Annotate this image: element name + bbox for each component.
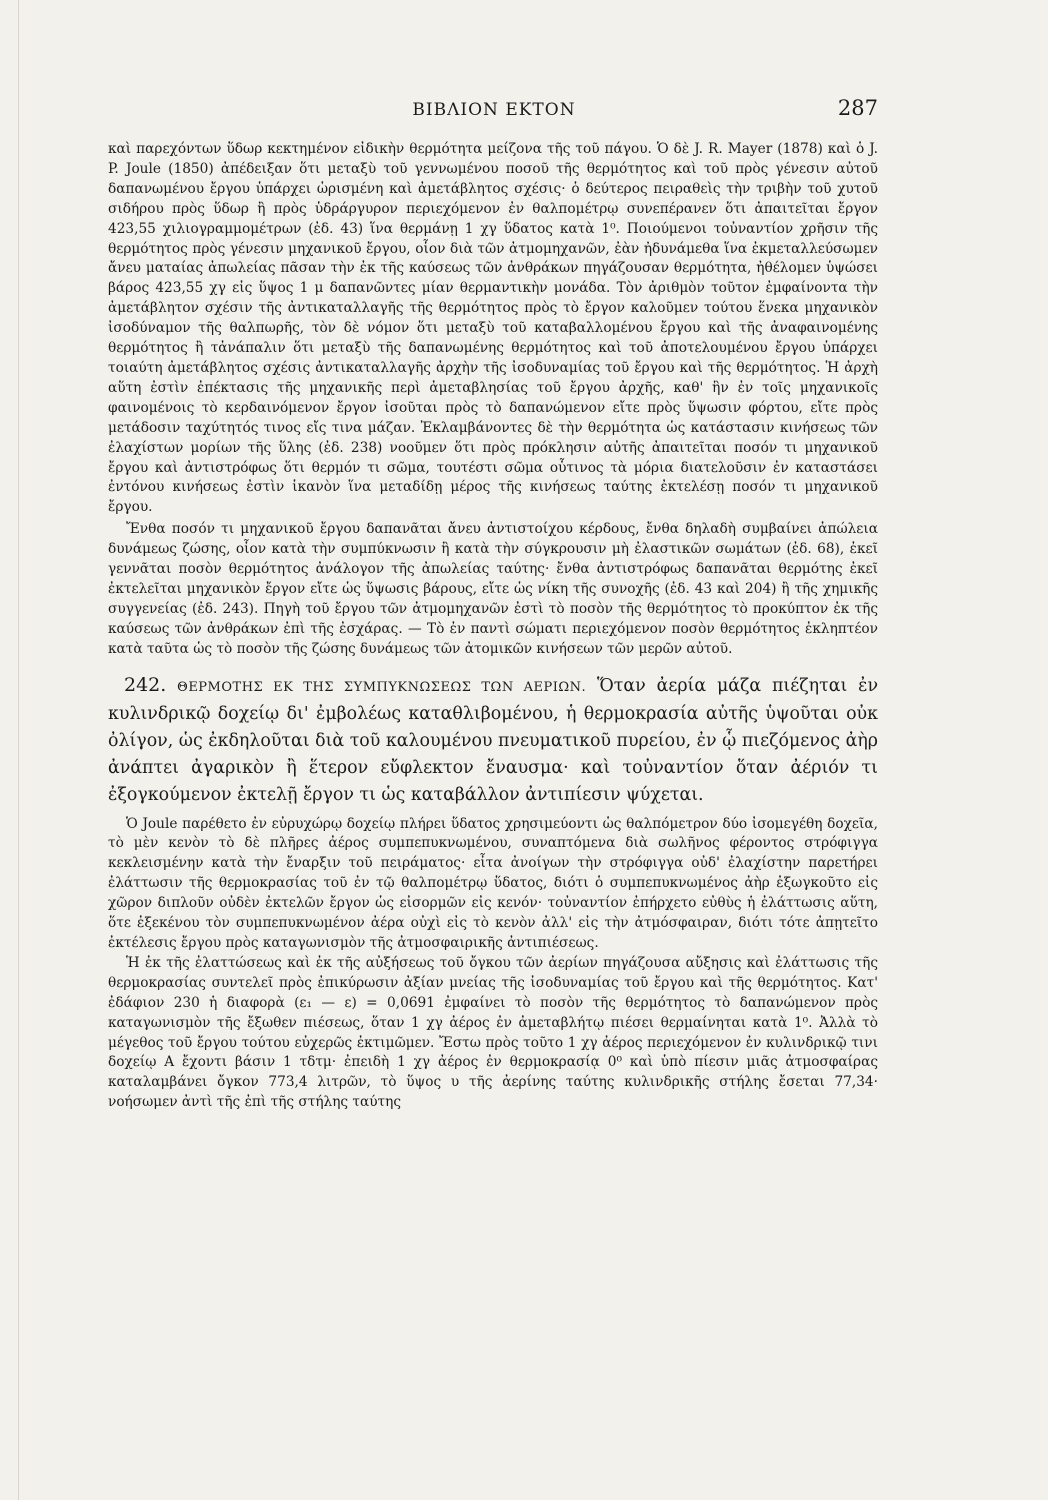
body-text (108, 140, 878, 1113)
page-header (110, 96, 878, 126)
paragraph-1: καὶ παρεχόντων ὕδωρ κεκτημένον εἰδικὴν θερμότητα μείζονα τῆς τοῦ πάγου. Ὁ δὲ J. R. Mayer (1878) καὶ ὁ J. P. Joule (1850) ἀπέδειξαν ὅτι μεταξὺ τοῦ γεννωμένου ποσοῦ τῆς θερμότητος καὶ τοῦ πρὸς γένεσιν αὐτοῦ δαπανωμένου ἔργου ὑπάρχει ὡρισμένη καὶ ἀμετάβλητος σχέσις· ὁ δεύτερος πειραθεὶς τὴν τριβὴν τοῦ χυτοῦ σιδήρου πρὸς ὕδωρ ἢ πρὸς ὑδράργυρον περιεχόμενον ἐν θαλπομέτρῳ συνεπέρανεν ὅτι ἀπαιτεῖται ἔργον 423,55 χιλιογραμμομέτρων (ἐδ. 43) ἵνα θερμάνῃ 1 χγ ὕδατος κατὰ 1⁰. Ποιούμενοι τοὐναντίον χρῆσιν τῆς θερμότητος πρὸς γένεσιν μηχανικοῦ ἔργου, οἷον διὰ τῶν ἀτμομηχανῶν, ἐὰν ἠδυνάμεθα ἵνα ἐκμεταλλεύσωμεν ἄνευ ματαίας ἀπωλείας πᾶσαν τὴν ἐκ τῆς καύσεως τῶν ἀνθράκων πηγάζουσαν θερμότητα, ἠθέλομεν ὑψώσει βάρος 423,55 χγ εἰς ὕψος 1 μ δαπανῶντες μίαν θερμαντικὴν μονάδα. Τὸν ἀριθμὸν τοῦτον ἐμφαίνοντα τὴν ἀμετάβλητον σχέσιν τῆς ἀντικαταλλαγῆς τῆς θερμότητος πρὸς τὸ ἔργον καλοῦμεν τούτου ἕνεκα μηχανικὸν ἰσοδύναμον τῆς θαλπωρῆς, τὸν δὲ νόμον ὅτι μεταξὺ τοῦ καταβαλλομένου ἔργου καὶ τῆς ἀναφαινομένης θερμότητος ἢ τἀνάπαλιν ὅτι μεταξὺ τῆς δαπανωμένης θερμότητος καὶ τοῦ ἀποτελουμένου ἔργου ὑπάρχει τοιαύτη ἀμετάβλητος σχέσις ἀντικαταλλαγῆς ἀρχὴν τῆς ἰσοδυναμίας τοῦ ἔργου καὶ τῆς θερμότητος. Ἡ ἀρχὴ αὕτη ἐστὶν ἐπέκτασις τῆς μηχανικῆς περὶ ἀμεταβλησίας τοῦ ἔργου ἀρχῆς, καθ' ἣν ἐν τοῖς μηχανικοῖς φαινομένοις τὸ κερδαινόμενον ἔργον ἰσοῦται πρὸς τὸ δαπανώμενον εἴτε πρὸς ὕψωσιν φόρτου, εἴτε πρὸς μετάδοσιν ταχύτητός τινος εἴς τινα μάζαν. Ἐκλαμβάνοντες δὲ τὴν θερμότητα ὡς κατάστασιν κινήσεως τῶν ἐλαχίστων μορίων τῆς ὕλης (ἐδ. 238) νοοῦμεν ὅτι πρὸς πρόκλησιν αὐτῆς ἀπαιτεῖται ποσόν τι μηχανικοῦ ἔργου καὶ ἀντιστρόφως ὅτι θερμόν τι σῶμα, τουτέστι σῶμα οὗτινος τὰ μόρια διατελοῦσιν ἐν καταστάσει ἐντόνου κινήσεως ἐστὶν ἱκανὸν ἵνα μεταδίδῃ μέρος τῆς κινήσεως ταύτης ἐκτελέσῃ ποσόν τι μηχανικοῦ ἔργου. (108, 141, 878, 516)
paragraph-4: Ἡ ἐκ τῆς ἐλαττώσεως καὶ ἐκ τῆς αὐξήσεως τοῦ ὄγκου τῶν ἀερίων πηγάζουσα αὔξησις καὶ ἐλάττωσις τῆς θερμοκρασίας συντελεῖ πρὸς ἐπικύρωσιν ἀξίαν μνείας τῆς ἰσοδυναμίας τοῦ ἔργου καὶ τῆς θερμότητος. Κατ' ἐδάφιον 230 ἡ διαφορὰ (ε₁ — ε) = 0,0691 ἐμφαίνει τὸ ποσὸν τῆς θερμότητος τὸ δαπανώμενον πρὸς καταγωνισμὸν τῆς ἔξωθεν πιέσεως, ὅταν 1 χγ ἀέρος ἐν ἀμεταβλήτῳ πιέσει θερμαίνηται κατὰ 1⁰. Ἀλλὰ τὸ μέγεθος τοῦ ἔργου τούτου εὐχερῶς ἐκτιμῶμεν. Ἔστω πρὸς τοῦτο 1 χγ ἀέρος περιεχόμενον ἐν κυλινδρικῷ τινι δοχείῳ Α ἔχοντι βάσιν 1 τδτμ· ἐπειδὴ 1 χγ ἀέρος ἐν θερμοκρασίᾳ 0⁰ καὶ ὑπὸ πίεσιν μιᾶς ἀτμοσφαίρας καταλαμβάνει ὄγκον 773,4 λιτρῶν, τὸ ὕψος υ τῆς ἀερίνης ταύτης κυλινδρικῆς στήλης ἔσεται 77,34· νοήσωμεν ἀντὶ τῆς ἐπὶ τῆς στήλης ταύτης (108, 954, 878, 1111)
paragraph-3: Ὁ Joule παρέθετο ἐν εὐρυχώρῳ δοχείῳ πλήρει ὕδατος χρησιμεύοντι ὡς θαλπόμετρον δύο ἰσομεγέθη δοχεῖα, τὸ μὲν κενὸν τὸ δὲ πλῆρες ἀέρος συμπεπυκνωμένου, συναπτόμενα διὰ σωλῆνος φέροντος στρόφιγγα κεκλεισμένην κατὰ τὴν ἔναρξιν τοῦ πειράματος· εἶτα ἀνοίγων τὴν στρόφιγγα οὐδ' ἐλαχίστην παρετήρει ἐλάττωσιν τῆς θερμοκρασίας τοῦ ἐν τῷ θαλπομέτρῳ ὕδατος, διότι ὁ συμπεπυκνωμένος ἀὴρ ἐξωγκοῦτο εἰς χῶρον διπλοῦν οὐδὲν ἐκτελῶν ἔργον ὡς εἰσορμῶν εἰς κενόν· τοὐναντίον ἐπήρχετο εὐθὺς ἡ ἐλάττωσις αὕτη, ὅτε ἐξεκένου τὸν συμπεπυκνωμένον ἀέρα οὐχὶ εἰς τὸ κενὸν ἀλλ' εἰς τὴν ἀτμόσφαιραν, διότι τότε ἀπῃτεῖτο ἐκτέλεσις ἔργου πρὸς καταγωνισμὸν τῆς ἀτμοσφαιρικῆς ἀντιπιέσεως. (108, 815, 878, 951)
section-number: 242. (124, 673, 167, 696)
running-title: ΒΙΒΛΙΟΝ ΕΚΤΟΝ (412, 100, 576, 120)
page-edge-line (18, 0, 19, 1500)
page-number: 287 (837, 96, 878, 120)
section-lead-text: Ὅταν ἀερία μάζα πιέζηται ἐν κυλινδρικῷ δοχείῳ δι' ἐμβολέως καταθλιβομένου, ἡ θερμοκρασία αὐτῆς ὑψοῦται οὐκ ὀλίγον, ὡς ἐκδηλοῦται διὰ τοῦ καλουμένου πνευματικοῦ πυρείου, ἐν ᾧ πιεζόμενος ἀὴρ ἀνάπτει ἀγαρικὸν ἢ ἕτερον εὔφλεκτον ἔναυσμα· καὶ τοὐναντίον ὅταν ἀέριόν τι ἐξογκούμενον ἐκτελῇ ἔργον τι ὡς καταβάλλον ἀντιπίεσιν ψύχεται. (108, 675, 879, 805)
section-heading: ΘΕΡΜΟΤΗΣ ΕΚ ΤΗΣ ΣΥΜΠΥΚΝΩΣΕΩΣ ΤΩΝ ΑΕΡΙΩΝ. (177, 679, 587, 695)
section-242 (108, 672, 878, 809)
paragraph-2: Ἔνθα ποσόν τι μηχανικοῦ ἔργου δαπανᾶται ἄνευ ἀντιστοίχου κέρδους, ἔνθα δηλαδὴ συμβαίνει ἀπώλεια δυνάμεως ζώσης, οἷον κατὰ τὴν συμπύκνωσιν ἢ κατὰ τὴν σύγκρουσιν μὴ ἐλαστικῶν σωμάτων (ἐδ. 68), ἐκεῖ γεννᾶται ποσὸν θερμότητος ἀνάλογον τῆς ἀπωλείας ταύτης· ἔνθα ἀντιστρόφως δαπανᾶται θερμότης ἐκεῖ ἐκτελεῖται μηχανικὸν ἔργον εἴτε ὡς ὕψωσις βάρους, εἴτε ὡς νίκη τῆς συνοχῆς (ἐδ. 43 καὶ 204) ἢ τῆς χημικῆς συγγενείας (ἐδ. 243). Πηγὴ τοῦ ἔργου τῶν ἀτμομηχανῶν ἐστὶ τὸ ποσὸν τῆς θερμότητος τὸ προκύπτον ἐκ τῆς καύσεως τῶν ἀνθράκων ἐπὶ τῆς ἐσχάρας. — Τὸ ἐν παντὶ σώματι περιεχόμενον ποσὸν θερμότητος ἐκληπτέον κατὰ ταῦτα ὡς τὸ ποσὸν τῆς ζώσης δυνάμεως τῶν ἀτομικῶν κινήσεων τῶν μερῶν αὐτοῦ. (108, 521, 878, 657)
